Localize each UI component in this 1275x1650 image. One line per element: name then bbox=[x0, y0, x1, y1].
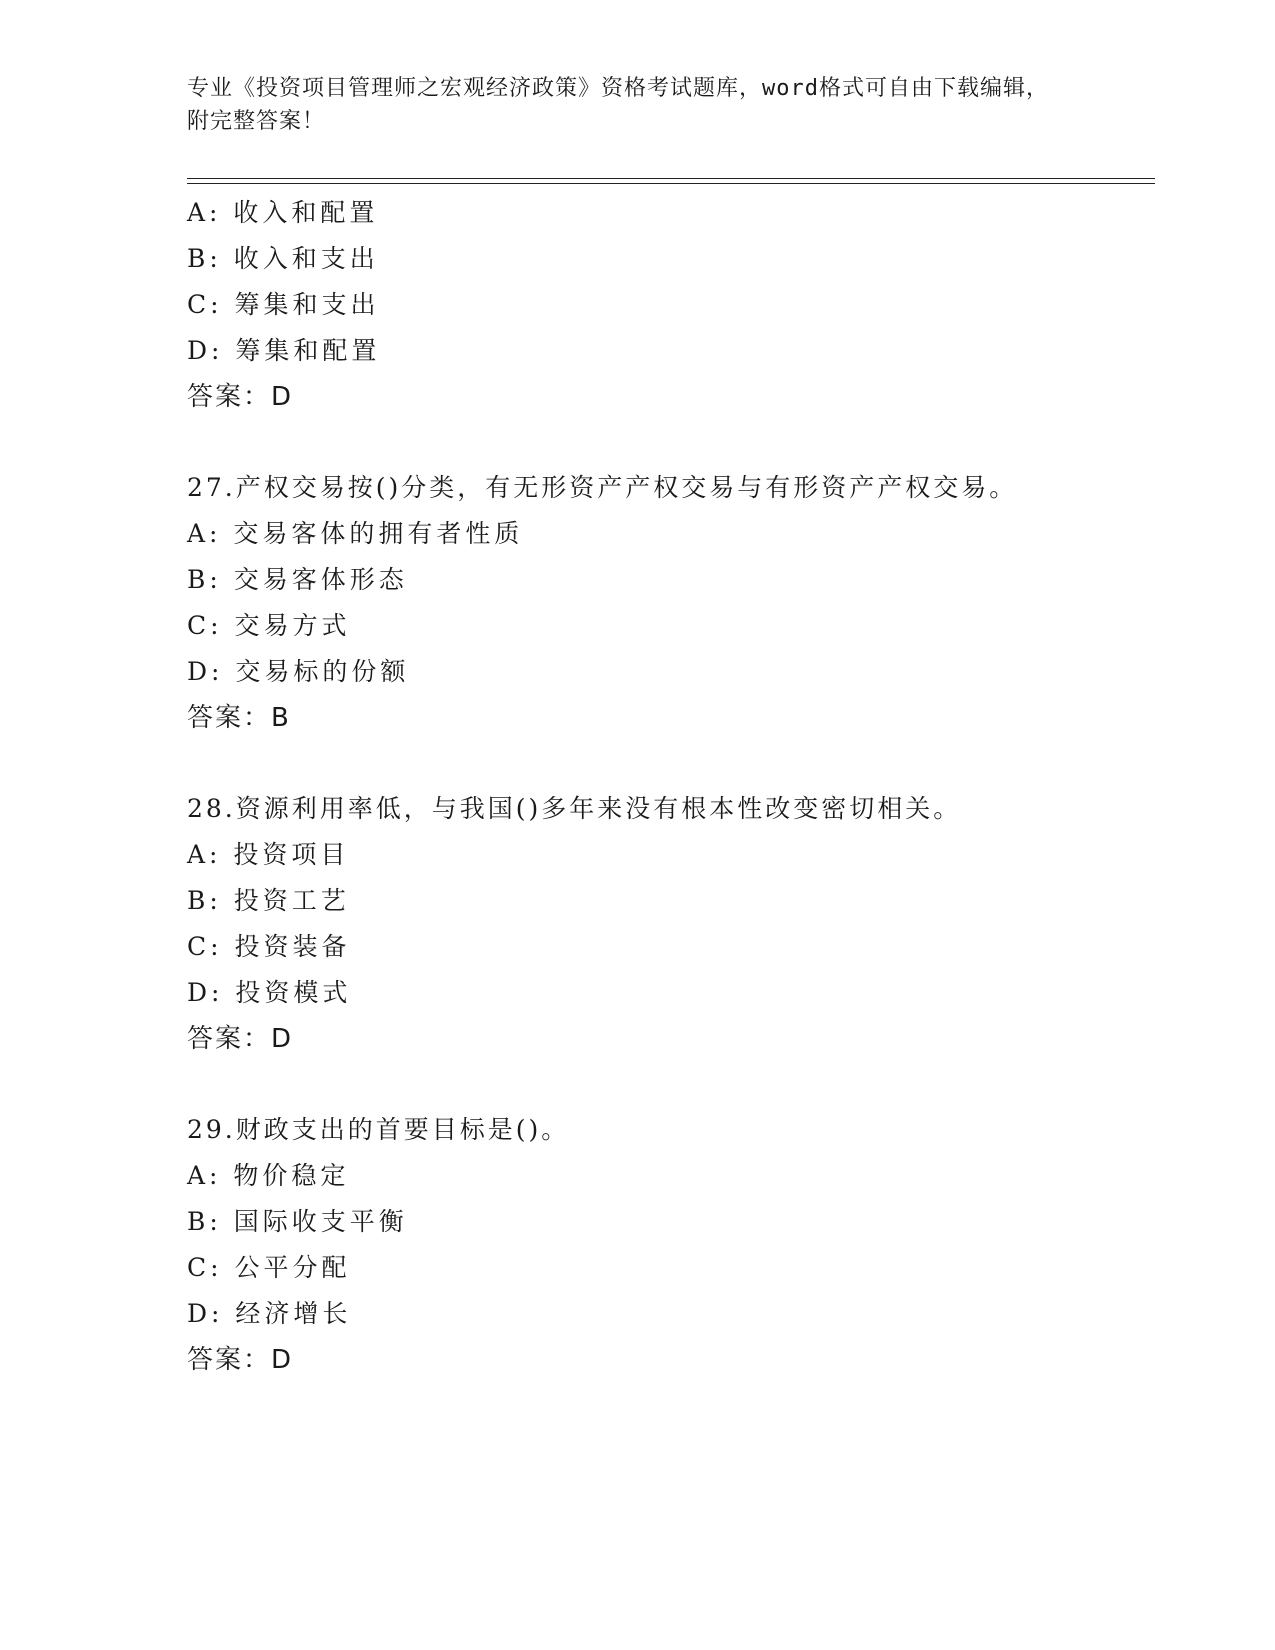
option-a: A: 投资项目 bbox=[187, 840, 350, 869]
option-b: B: 收入和支出 bbox=[187, 244, 379, 273]
option-b: B: 投资工艺 bbox=[187, 886, 350, 915]
question-28: 28.资源利用率低，与我国()多年来没有根本性改变密切相关。 bbox=[187, 794, 962, 823]
answer: 答案：B bbox=[187, 703, 291, 733]
option-c: C: 公平分配 bbox=[187, 1253, 351, 1282]
option-d: D: 筹集和配置 bbox=[187, 336, 381, 365]
option-d: D: 经济增长 bbox=[187, 1299, 352, 1328]
question-29: 29.财政支出的首要目标是()。 bbox=[187, 1115, 570, 1144]
option-b: B: 交易客体形态 bbox=[187, 565, 408, 594]
option-d: D: 投资模式 bbox=[187, 978, 352, 1007]
answer: 答案：D bbox=[187, 1345, 294, 1375]
option-c: C: 交易方式 bbox=[187, 611, 351, 640]
option-c: C: 筹集和支出 bbox=[187, 290, 380, 319]
header-rule-top bbox=[187, 178, 1155, 179]
document-header: 专业《投资项目管理师之宏观经济政策》资格考试题库，word格式可自由下载编辑，附完整答案！ bbox=[187, 76, 1049, 134]
option-d: D: 交易标的份额 bbox=[187, 657, 410, 686]
question-27: 27.产权交易按()分类，有无形资产产权交易与有形资产产权交易。 bbox=[187, 473, 1018, 502]
option-c: C: 投资装备 bbox=[187, 932, 351, 961]
answer: 答案：D bbox=[187, 382, 294, 412]
option-a: A: 物价稳定 bbox=[187, 1161, 350, 1190]
header-rule-bottom bbox=[187, 183, 1155, 184]
option-a: A: 收入和配置 bbox=[187, 198, 379, 227]
question-list bbox=[187, 190, 1155, 1383]
option-b: B: 国际收支平衡 bbox=[187, 1207, 408, 1236]
answer: 答案：D bbox=[187, 1024, 294, 1054]
option-a: A: 交易客体的拥有者性质 bbox=[187, 519, 524, 548]
